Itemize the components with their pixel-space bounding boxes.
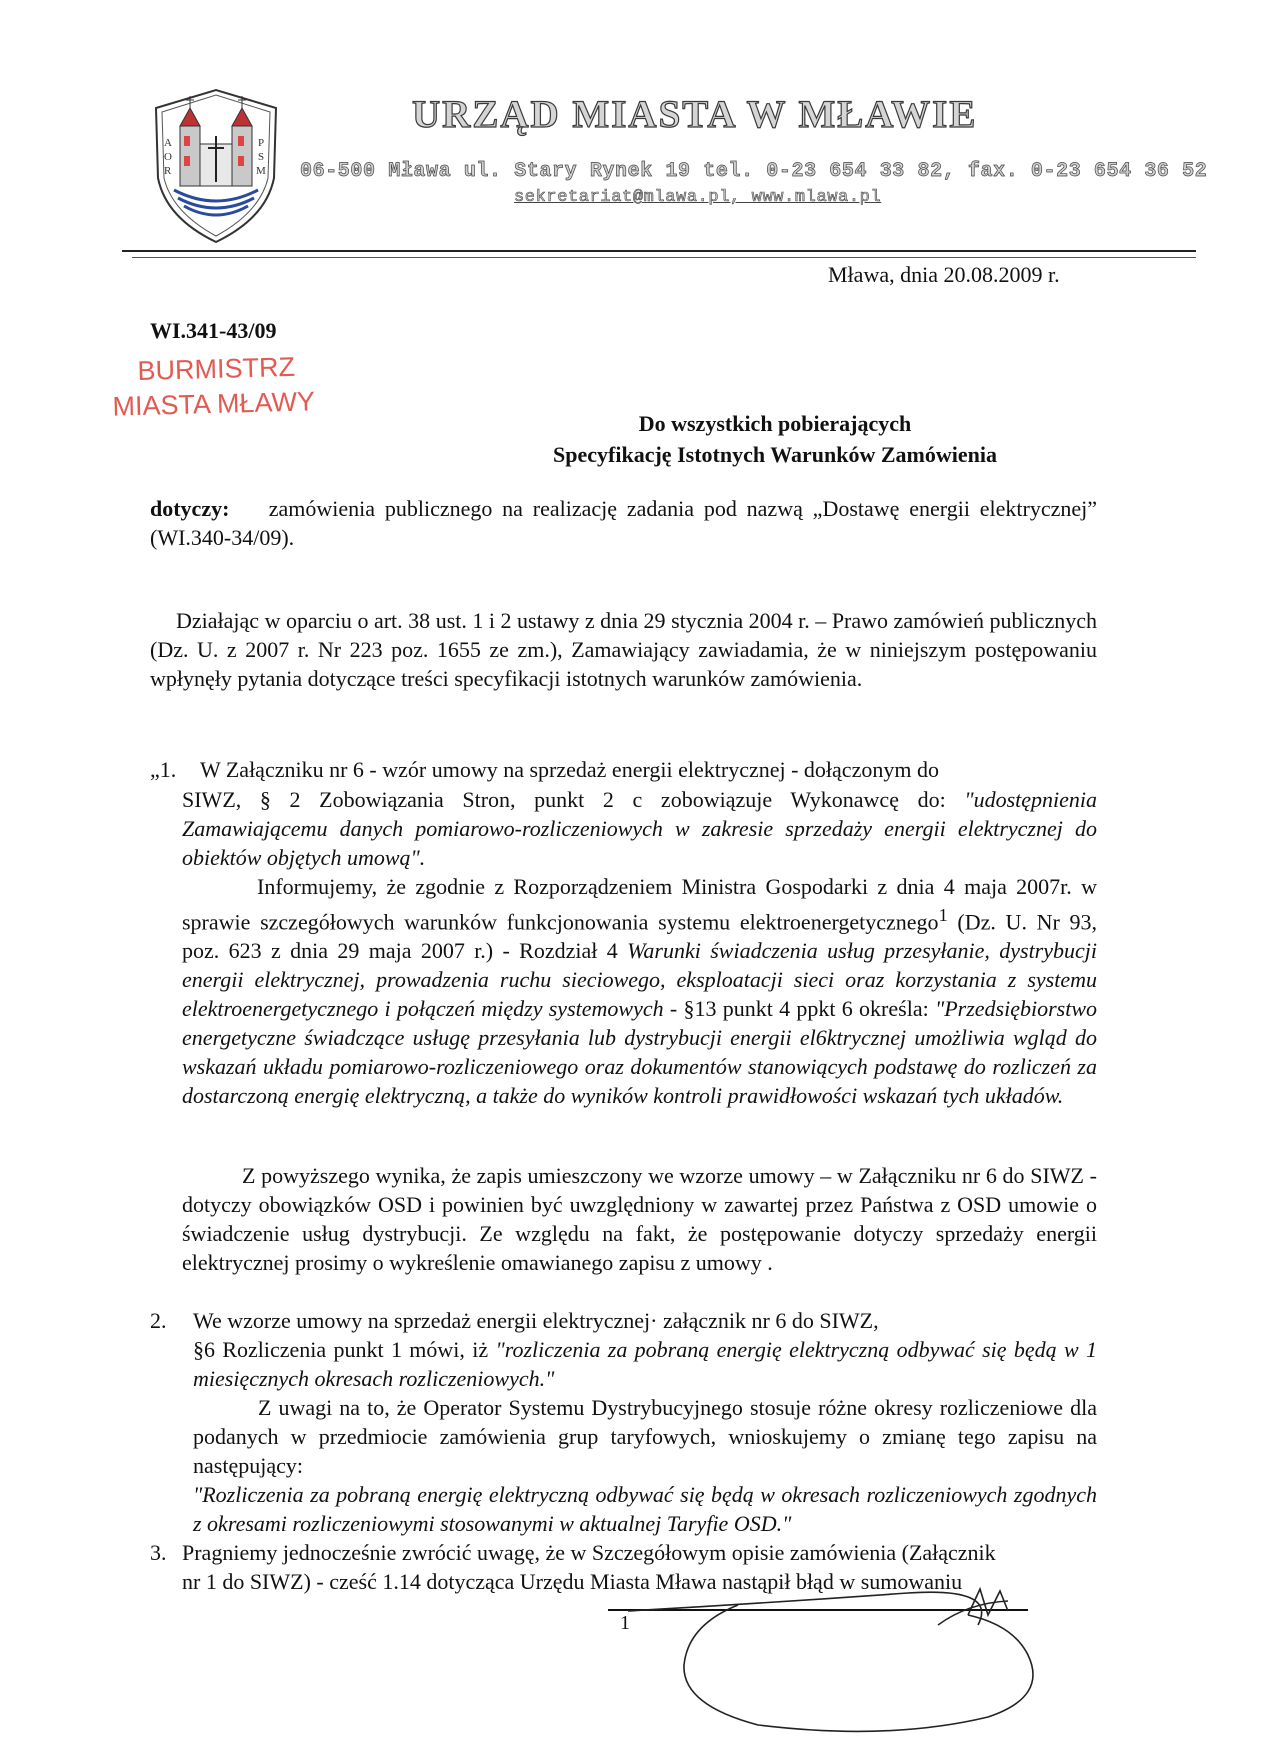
organization-address: 06-500 Mława ul. Stary Rynek 19 tel. 0-23 654 33 82, fax. 0-23 654 36 52 [300,160,1208,183]
request-text: Z uwagi na to, że Operator Systemu Dystrybucyjnego stosuje różne okresy rozliczeniowe dla podanych w przedmiocie zamówienia grup taryfowych, wnioskujemy o zmianę tego zapisu na następujący: [193,1395,1097,1478]
stamp-line: MIASTA MŁAWY [112,386,316,422]
item-number: 2. [150,1308,167,1333]
item-3-lead [150,1538,1097,1567]
recipient-line: Specyfikację Istotnych Warunków Zamówienia [553,442,997,467]
crest-letter: A [164,137,172,149]
subject-text: zamówienia publicznego na realizację zadania pod nazwą „Dostawę energii elektrycznej” (WI.340-34/09). [150,496,1098,550]
recipient-line: Do wszystkich pobierających [638,411,912,436]
item-1-lead [150,755,1097,784]
item-2-lead [150,1306,1097,1335]
subject-label: dotyczy: [150,496,230,521]
stamp-line: BURMISTRZ [137,351,296,386]
item-1-information [182,872,1097,1110]
info-text: Informujemy, że zgodnie z Rozporządzeniem Ministra Gospodarki z dnia 4 maja 2007r. w sprawie szczegółowych warunków funkcjonowania systemu elektroenergetycznego [182,874,1097,935]
organization-title: URZĄD MIASTA W MŁAWIE [412,93,978,136]
item-number: „1. [150,757,177,782]
proposed-wording: "Rozliczenia za pobraną energię elektryczną odbywać się będą w okresach rozliczeniowych zgodnych z okresami rozliczeniowymi stosowanymi w aktualnej Taryfie OSD." [193,1482,1097,1536]
letter-date: Mława, dnia 20.08.2009 r. [828,262,1060,287]
crest-letter: R [164,165,172,177]
city-crest-logo [148,86,284,246]
mayor-stamp [111,349,315,424]
item-1-body [182,785,1097,872]
item-2-body [193,1335,1097,1393]
crest-letter: O [164,151,172,163]
info-text: (Dz. U. Nr 93, poz. 623 z dnia 29 maja 2007 r.) - Rozdział 4 [182,909,1097,964]
item-text: SIWZ, § 2 Zobowiązania Stron, punkt 2 c zobowiązuje Wykonawcę do: [182,787,946,812]
info-text: - §13 punkt 4 ppkt 6 określa: [669,996,929,1022]
regulation-chapter-title: Warunki świadczenia usług przesyłanie, dystrybucji energii elektrycznej, prowadzenia ruchu sieciowego, eksploatacji sieci oraz korzystania z systemu elektroenergetycznego i połączeń między systemowych [182,938,1098,1022]
item-lead-text: Pragniemy jednocześnie zwrócić uwagę, że w Szczegółowym opisie zamówienia (Załącznik [182,1540,996,1565]
item-lead-text: W Załączniku nr 6 - wzór umowy na sprzedaż energii elektrycznej - dołączonym do [200,757,939,782]
item-quote: "udostępnienia Zamawiającemu danych pomiarowo-rozliczeniowych w zakresie sprzedaży energii elektrycznej do obiektów objętych umową". [182,787,1098,870]
handwritten-signature [608,1585,1108,1735]
item-lead-text: We wzorze umowy na sprzedaż energii elektrycznej· załącznik nr 6 do SIWZ, [193,1308,879,1333]
crest-letter: M [256,165,266,177]
footnote-mark: 1 [938,905,948,925]
item-3-body: nr 1 do SIWZ) - cześć 1.14 dotycząca Urzędu Miasta Mława nastąpił błąd w sumowaniu [182,1569,963,1594]
reference-number: WI.341-43/09 [150,318,277,343]
recipient-heading [470,408,1080,470]
crest-letter: P [258,137,265,149]
item-2-request [193,1393,1097,1538]
page-number: 1 [620,1612,630,1634]
regulation-quote: "Przedsiębiorstwo energetyczne świadczące usługę przesyłania lub dystrybucji energii el6ktrycznej umożliwia wgląd do wskazań układu pomiarowo-rozliczeniowego oraz dokumentów stanowiących podstawę do rozliczeń za dostarczoną energię elektryczną, a także do wyników kontroli prawidłowości wskazań tych układów. [182,996,1098,1109]
item-number: 3. [150,1540,167,1565]
intro-paragraph: Działając w oparciu o art. 38 ust. 1 i 2 ustawy z dnia 29 stycznia 2004 r. – Prawo zamówień publicznych (Dz. U. z 2007 r. Nr 223 poz. 1655 ze zm.), Zamawiający zawiadamia, że w niniejszym postępowaniu wpłynęły pytania dotyczące treści specyfikacji istotnych warunków zamówienia. [150,608,1097,691]
header-divider-thin [132,257,1196,258]
item-text: §6 Rozliczenia punkt 1 mówi, iż [193,1337,489,1362]
subject-paragraph [150,494,1097,552]
item-1-conclusion: Z powyższego wynika, że zapis umieszczony we wzorze umowy – w Załączniku nr 6 do SIWZ - dotyczy obowiązków OSD i powinien być uwzględniony w zawartej przez Państwa z OSD umowie o świadczenie usług dystrybucji. Ze względu na fakt, że postępowanie dotyczy sprzedaży energii elektrycznej prosimy o wykreślenie omawianego zapisu z umowy . [182,1163,1097,1275]
organization-contact-links[interactable]: sekretariat@mlawa.pl, www.mlawa.pl [514,188,882,207]
crest-letter: S [258,151,265,163]
header-divider [122,250,1196,252]
item-quote: "rozliczenia za pobraną energię elektryczną odbywać się będą w 1 miesięcznych okresach rozliczeniowych." [193,1337,1098,1391]
